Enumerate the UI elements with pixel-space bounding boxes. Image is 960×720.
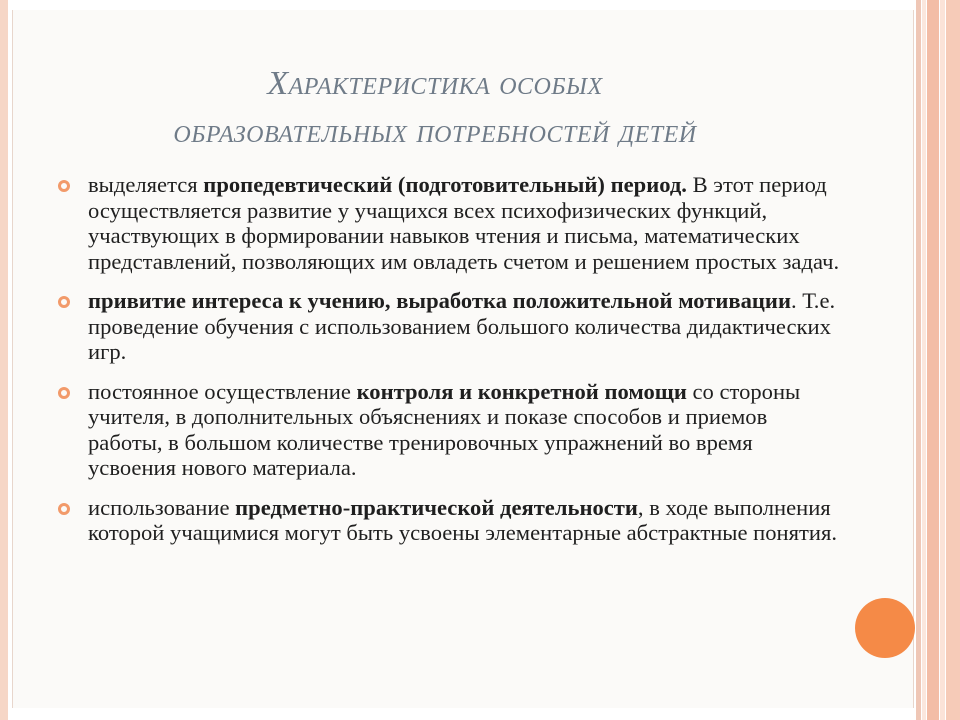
stripe: [946, 0, 960, 720]
bullet-text-post: . Т.е. проведение обучения с использованием большого количества дидактических игр.: [88, 288, 836, 364]
slide-title: [40, 60, 830, 156]
title-line-1: Характеристика особых: [267, 65, 603, 102]
left-accent-bar: [0, 0, 8, 720]
bullet-text-bold: предметно-практической деятельности: [235, 494, 638, 520]
list-item: [56, 288, 846, 365]
list-item: [56, 172, 846, 274]
bullet-text-pre: использование: [88, 494, 236, 520]
bullet-text-pre: выделяется: [88, 172, 204, 197]
list-item: [56, 379, 846, 481]
stripe: [916, 0, 921, 720]
circle-bullet-icon: [58, 180, 70, 192]
circle-bullet-icon: [58, 387, 70, 399]
circle-bullet-icon: [58, 296, 70, 308]
bullet-text-post: , в ходе выполнения которой учащимися могут быть усвоены элементарные абстрактные понятия.: [88, 494, 838, 545]
list-item: [56, 495, 846, 546]
title-line-2: образовательных потребностей детей: [173, 113, 697, 150]
stripe: [922, 0, 926, 720]
bullet-text-post: со стороны учителя, в дополнительных объяснениях и показе способов и приемов работы, в большом количестве тренировочных упражнений во время усвоения нового материала.: [88, 378, 801, 480]
stripe: [940, 0, 945, 720]
bullet-text-bold: контроля и конкретной помощи: [356, 378, 687, 404]
bullet-text-bold: пропедевтический (подготовительный) период.: [203, 172, 687, 197]
bullet-text-post: В этот период осуществляется развитие у учащихся всех психофизических функций, участвующих в формировании навыков чтения и письма, математических представлений, позволяющих им овладеть счетом и решением простых задач.: [88, 172, 840, 274]
bullet-text-bold: привитие интереса к учению, выработка положительной мотивации: [88, 288, 791, 313]
bullet-text-pre: постоянное осуществление: [88, 378, 357, 404]
bullet-list: [56, 172, 846, 560]
circle-bullet-icon: [58, 503, 70, 515]
right-decorative-stripes: [916, 0, 960, 720]
orange-circle-icon: [855, 598, 915, 658]
stripe: [927, 0, 939, 720]
